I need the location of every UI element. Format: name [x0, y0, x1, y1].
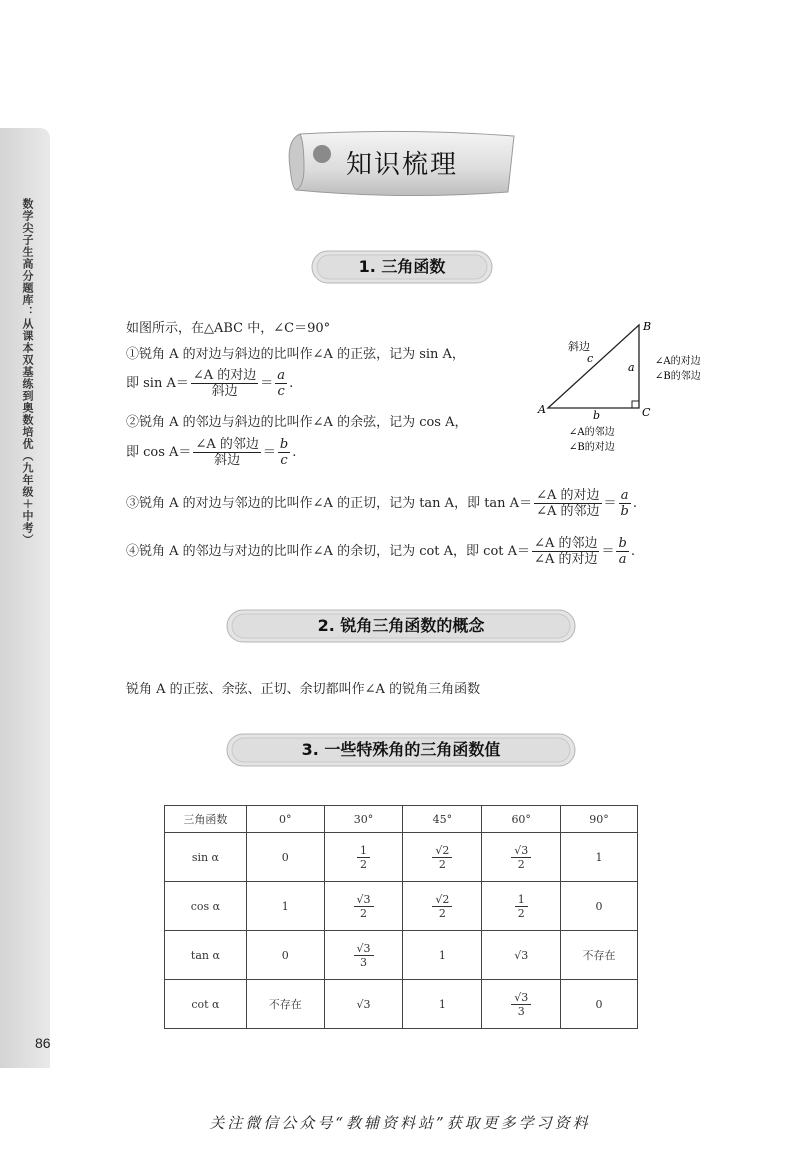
value-cell [324, 833, 403, 882]
header-cell-angle: 0° [246, 806, 324, 833]
table-row [165, 833, 638, 882]
fraction-value: $\frac{√3}{3}$ [354, 942, 374, 969]
function-name-cell: tan α [165, 931, 247, 980]
value-cell: 0 [246, 833, 324, 882]
value-cell: 0 [561, 882, 638, 931]
tangent-definition: ③锐角 A 的对边与邻边的比叫作∠A 的正切，记为 tan A，即 tan A＝ $\frac{\text{∠A 的对边}}{\text{∠A 的邻边}}$ ＝ $\frac{a}{b}$ . [126, 488, 637, 519]
value-cell: √3 [482, 931, 561, 980]
vertex-b-label: B [643, 320, 652, 333]
value-cell [482, 980, 561, 1029]
right-triangle-diagram [535, 318, 720, 458]
page-number: 86 [35, 1035, 51, 1051]
value-cell [482, 882, 561, 931]
header-cell-function: 三角函数 [165, 806, 247, 833]
fraction-value: $\frac{√2}{2}$ [432, 893, 452, 920]
triangle-shape [548, 325, 639, 408]
value-cell: 不存在 [246, 980, 324, 1029]
cosine-definition: ②锐角 A 的邻边与斜边的比叫作∠A 的余弦，记为 cos A， [126, 415, 468, 430]
fraction-value: $\frac{√3}{2}$ [511, 844, 531, 871]
header-cell-angle: 45° [403, 806, 482, 833]
value-cell: 1 [561, 833, 638, 882]
value-cell [403, 833, 482, 882]
section-header-3 [226, 733, 576, 767]
value-cell: √3 [324, 980, 403, 1029]
adjacent-a-label: ∠A的邻边 [569, 427, 615, 438]
opposite-b-label: ∠B的对边 [569, 442, 615, 453]
special-angle-table [164, 805, 638, 1029]
side-a-label: a [628, 361, 635, 374]
sine-formula: 即 sin A＝ $\frac{\text{∠A 的对边}}{\text{斜边}}$ ＝ $\frac{a}{c}$ . [126, 368, 294, 399]
footer-notice: 关注微信公众号“教辅资料站”获取更多学习资料 [209, 1114, 591, 1132]
side-c-label: c [587, 352, 594, 365]
value-cell: 1 [403, 931, 482, 980]
section-header-2 [226, 609, 576, 643]
header-cell-angle: 90° [561, 806, 638, 833]
sine-definition: ①锐角 A 的对边与斜边的比叫作∠A 的正弦，记为 sin A， [126, 347, 465, 362]
fraction-value: $\frac{1}{2}$ [357, 844, 370, 871]
fraction-value: $\frac{√3}{2}$ [354, 893, 374, 920]
value-cell [324, 882, 403, 931]
function-name-cell: cos α [165, 882, 247, 931]
book-title-vertical: 数学尖子生高分题库：从课本双基练到奥数培优（九年级＋中考） [21, 198, 34, 546]
section-header-1 [311, 250, 493, 284]
fraction-value: $\frac{1}{2}$ [515, 893, 528, 920]
concept-text: 锐角 A 的正弦、余弦、正切、余切都叫作∠A 的锐角三角函数 [126, 682, 481, 697]
header-cell-angle: 60° [482, 806, 561, 833]
fraction-value: $\frac{√2}{2}$ [432, 844, 452, 871]
vertex-a-label: A [538, 403, 546, 416]
value-cell: 0 [246, 931, 324, 980]
table-header-row [165, 806, 638, 833]
adjacent-b-label: ∠B的邻边 [655, 371, 701, 382]
value-cell: 不存在 [561, 931, 638, 980]
intro-text: 如图所示，在△ABC 中，∠C＝90° [126, 321, 331, 336]
value-cell [482, 833, 561, 882]
section-title-1: 1. 三角函数 [358, 257, 446, 276]
value-cell [403, 882, 482, 931]
hypotenuse-label: 斜边 [568, 340, 590, 353]
section-banner [282, 128, 522, 200]
table-row [165, 931, 638, 980]
section-title-3: 3. 一些特殊角的三角函数值 [301, 740, 501, 759]
table-row [165, 980, 638, 1029]
cotangent-definition: ④锐角 A 的邻边与对边的比叫作∠A 的余切，记为 cot A，即 cot A＝ $\frac{\text{∠A 的邻边}}{\text{∠A 的对边}}$ ＝ $\frac{b}{a}$ . [126, 536, 635, 567]
value-cell: 0 [561, 980, 638, 1029]
vertex-c-label: C [642, 406, 651, 419]
table-row [165, 882, 638, 931]
cosine-formula: 即 cos A＝ $\frac{\text{∠A 的邻边}}{\text{斜边}}$ ＝ $\frac{b}{c}$ . [126, 437, 297, 468]
value-cell: 1 [403, 980, 482, 1029]
function-name-cell: cot α [165, 980, 247, 1029]
value-cell [324, 931, 403, 980]
opposite-a-label: ∠A的对边 [655, 356, 701, 367]
value-cell: 1 [246, 882, 324, 931]
side-b-label: b [593, 409, 601, 422]
header-cell-angle: 30° [324, 806, 403, 833]
function-name-cell: sin α [165, 833, 247, 882]
fraction-value: $\frac{√3}{3}$ [511, 991, 531, 1018]
section-title-2: 2. 锐角三角函数的概念 [317, 616, 485, 635]
banner-title: 知识梳理 [345, 150, 458, 180]
right-angle-mark [632, 401, 639, 408]
